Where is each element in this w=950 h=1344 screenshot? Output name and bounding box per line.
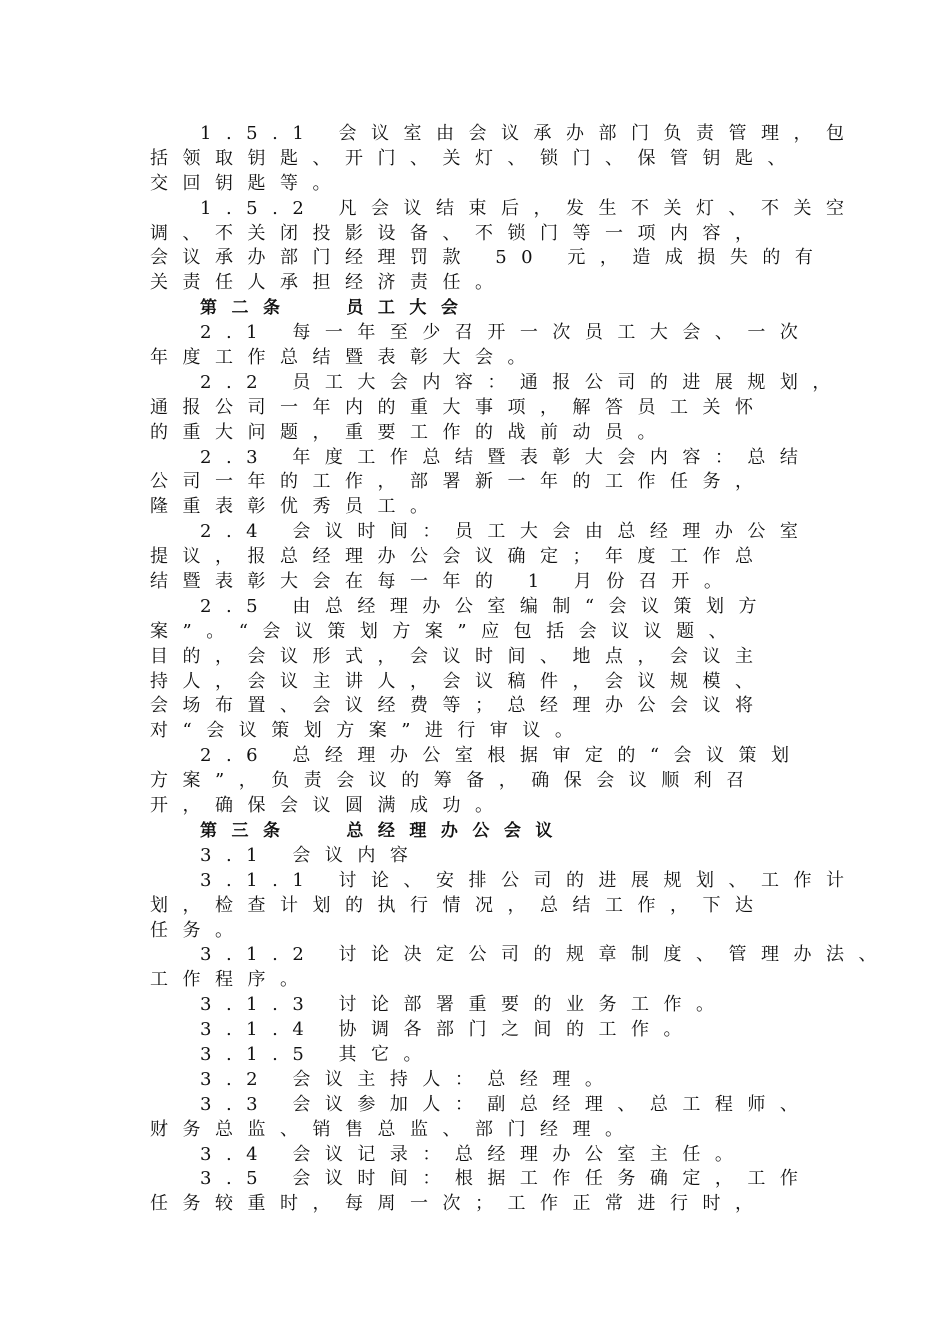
text-line: 目的，会议形式，会议时间、地点，会议主 [150, 645, 768, 667]
text-line: 公司一年的工作，部署新一年的工作任务， [150, 471, 768, 493]
text-line: 3.1.4 协调各部门之间的工作。 [200, 1019, 697, 1041]
text-line: 会议承办部门经理罚款 50 元，造成损失的有 [150, 247, 828, 269]
text-line: 2.4 会议时间：员工大会由总经理办公室 [200, 521, 813, 543]
text-line: 2.5 由总经理办公室编制“会议策划方 [200, 595, 772, 617]
text-line: 关责任人承担经济责任。 [150, 272, 508, 294]
text-line: 3.1.3 讨论部署重要的业务工作。 [200, 994, 729, 1016]
text-line: 3.2 会议主持人：总经理。 [200, 1068, 618, 1090]
text-line: 括领取钥匙、开门、关灯、锁门、保管钥匙、 [150, 147, 800, 169]
text-line: 3.1.5 其它。 [200, 1043, 437, 1065]
text-line: 2.6 总经理办公室根据审定的“会议策划 [200, 745, 804, 767]
text-line: 交回钥匙等。 [150, 172, 345, 194]
text-line: 3.1 会议内容 [200, 844, 423, 866]
text-line: 持人，会议主讲人，会议稿件，会议规模、 [150, 670, 768, 692]
text-line: 开，确保会议圆满成功。 [150, 795, 508, 817]
text-line: 会场布置、会议经费等；总经理办公会议将 [150, 695, 768, 717]
text-line: 任务较重时，每周一次；工作正常进行时， [150, 1193, 768, 1215]
text-line: 结暨表彰大会在每一年的 1 月份召开。 [150, 571, 737, 593]
text-line: 工作程序。 [150, 969, 313, 991]
text-line: 对“会议策划方案”进行审议。 [150, 720, 588, 742]
text-line: 案”。“会议策划方案”应包括会议议题、 [150, 620, 742, 642]
text-line: 隆重表彰优秀员工。 [150, 496, 443, 518]
text-line: 任务。 [150, 919, 248, 941]
text-line: 的重大问题，重要工作的战前动员。 [150, 421, 670, 443]
section-heading: 第二条 员工大会 [200, 298, 473, 319]
text-line: 方案”，负责会议的筹备，确保会议顺利召 [150, 770, 759, 792]
text-line: 2.1 每一年至少召开一次员工大会、一次 [200, 322, 813, 344]
text-line: 通报公司一年内的重大事项，解答员工关怀 [150, 396, 768, 418]
text-line: 2.3 年度工作总结暨表彰大会内容：总结 [200, 446, 813, 468]
text-line: 3.3 会议参加人：副总经理、总工程师、 [200, 1093, 813, 1115]
text-line: 1.5.1 会议室由会议承办部门负责管理，包 [200, 123, 859, 144]
text-line: 3.1.1 讨论、安排公司的进展规划、工作计 [200, 869, 859, 891]
document-body [150, 122, 892, 1217]
text-line: 3.5 会议时间：根据工作任务确定，工作 [200, 1168, 813, 1190]
text-line: 调、不关闭投影设备、不锁门等一项内容， [150, 222, 768, 244]
text-line: 2.2 员工大会内容：通报公司的进展规划， [200, 371, 845, 393]
text-line: 1.5.2 凡会议结束后，发生不关灯、不关空 [200, 197, 859, 219]
section-heading: 第三条 总经理办公会议 [200, 820, 567, 841]
text-line: 3.1.2 讨论决定公司的规章制度、管理办法、 [200, 944, 892, 966]
text-line: 划，检查计划的执行情况，总结工作，下达 [150, 894, 768, 916]
text-line: 3.4 会议记录：总经理办公室主任。 [200, 1143, 748, 1165]
text-line: 提议，报总经理办公会议确定；年度工作总 [150, 546, 768, 568]
text-line: 年度工作总结暨表彰大会。 [150, 347, 540, 369]
text-line: 财务总监、销售总监、部门经理。 [150, 1118, 638, 1140]
